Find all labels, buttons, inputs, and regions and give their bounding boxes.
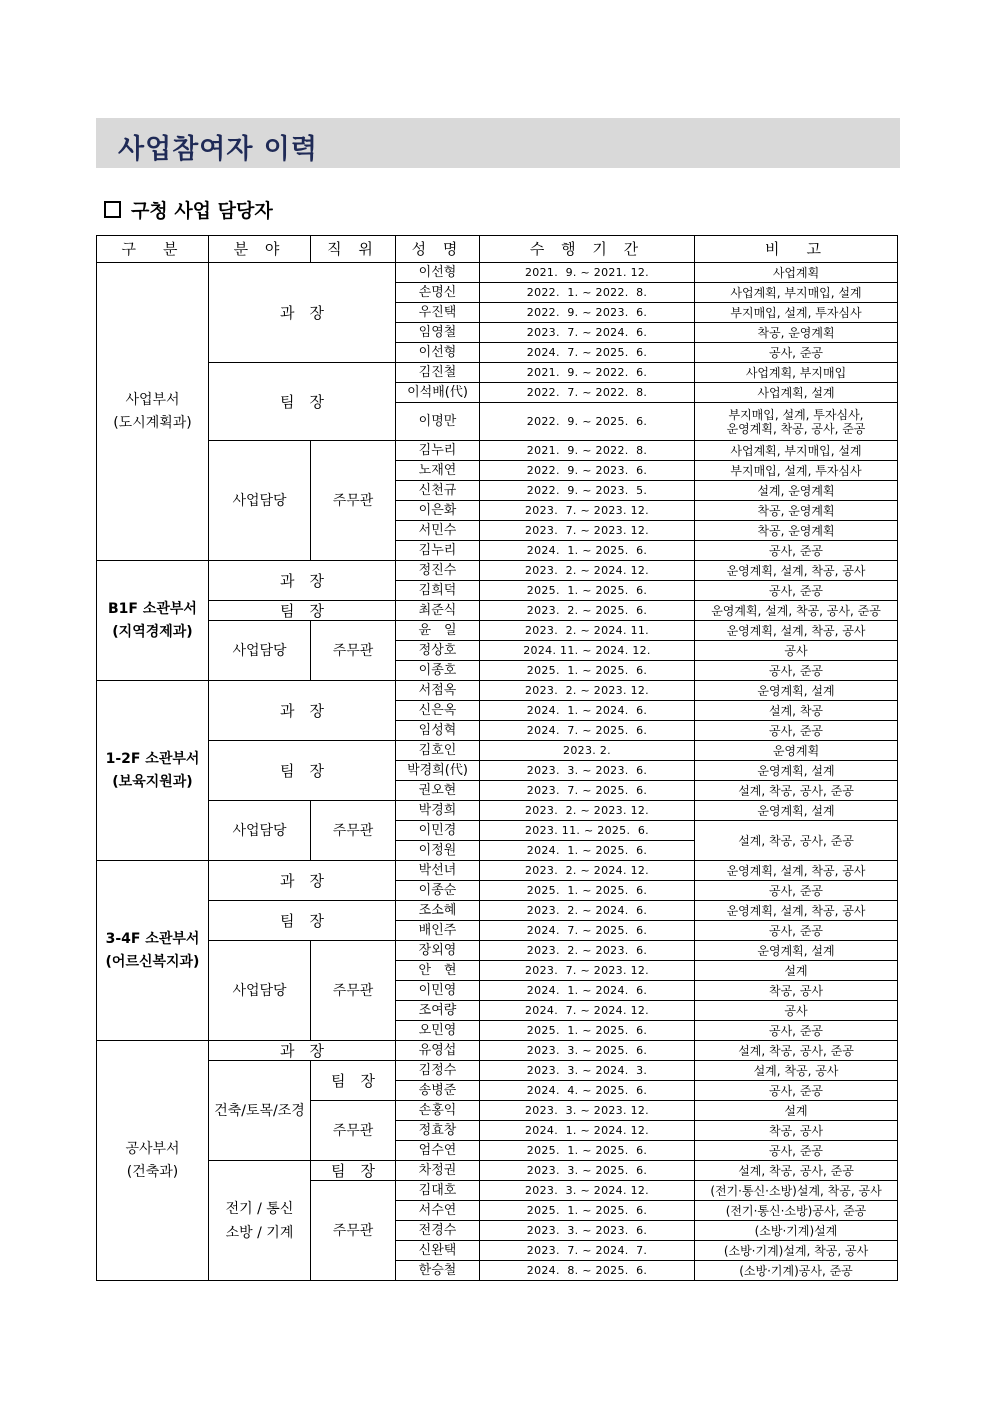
period-cell: 2023. 2. ~ 2023. 12. xyxy=(480,681,695,701)
name-cell: 김진철 xyxy=(396,363,480,383)
header-name: 성 명 xyxy=(396,236,480,263)
field-cell: 전기 / 통신 소방 / 기계 xyxy=(209,1161,311,1281)
position-cell: 과 장 xyxy=(209,1041,396,1061)
name-cell: 조소혜 xyxy=(396,901,480,921)
note-cell: 사업계획 xyxy=(695,263,898,283)
position-cell: 과 장 xyxy=(209,861,396,901)
table-header-row xyxy=(97,236,898,263)
period-cell: 2023. 3. ~ 2023. 6. xyxy=(480,761,695,781)
name-cell: 신완택 xyxy=(396,1241,480,1261)
name-cell: 김희덕 xyxy=(396,581,480,601)
name-cell: 이명만 xyxy=(396,403,480,441)
note-cell: 공사, 준공 xyxy=(695,343,898,363)
name-cell: 신천규 xyxy=(396,481,480,501)
name-cell: 박경희(代) xyxy=(396,761,480,781)
name-cell: 조여량 xyxy=(396,1001,480,1021)
position-cell: 과 장 xyxy=(209,681,396,741)
table-row xyxy=(97,1041,898,1061)
note-cell: (소방·기계)설계 xyxy=(695,1221,898,1241)
section-title: 구청 사업 담당자 xyxy=(131,200,273,222)
header-field: 분 야 xyxy=(209,236,311,263)
note-cell: 운영계획, 설계, 착공, 공사 xyxy=(695,861,898,881)
section-heading xyxy=(104,196,273,223)
field-cell: 사업담당 xyxy=(209,801,311,861)
header-note: 비 고 xyxy=(695,236,898,263)
name-cell: 서점옥 xyxy=(396,681,480,701)
header-period: 수 행 기 간 xyxy=(480,236,695,263)
page-title: 사업참여자 이력 xyxy=(118,134,318,165)
note-cell: 공사, 준공 xyxy=(695,1141,898,1161)
name-cell: 정효창 xyxy=(396,1121,480,1141)
note-cell: 운영계획 xyxy=(695,741,898,761)
period-cell: 2022. 9. ~ 2025. 6. xyxy=(480,403,695,441)
note-cell: 부지매입, 설계, 투자심사, 운영계획, 착공, 공사, 준공 xyxy=(695,403,898,441)
position-cell: 주무관 xyxy=(311,621,396,681)
period-cell: 2021. 9. ~ 2022. 8. xyxy=(480,441,695,461)
name-cell: 손홍익 xyxy=(396,1101,480,1121)
name-cell: 박경희 xyxy=(396,801,480,821)
period-cell: 2024. 7. ~ 2025. 6. xyxy=(480,921,695,941)
note-cell: 공사, 준공 xyxy=(695,921,898,941)
name-cell: 장외영 xyxy=(396,941,480,961)
note-cell: 공사, 준공 xyxy=(695,1081,898,1101)
note-cell: 착공, 운영계획 xyxy=(695,521,898,541)
period-cell: 2023. 2. ~ 2023. 12. xyxy=(480,801,695,821)
name-cell: 배인주 xyxy=(396,921,480,941)
position-cell: 팀 장 xyxy=(311,1161,396,1181)
period-cell: 2025. 1. ~ 2025. 6. xyxy=(480,881,695,901)
field-cell: 사업담당 xyxy=(209,621,311,681)
note-cell: 부지매입, 설계, 투자심사 xyxy=(695,303,898,323)
name-cell: 손명신 xyxy=(396,283,480,303)
header-category: 구 분 xyxy=(97,236,209,263)
note-cell: 설계 xyxy=(695,1101,898,1121)
table-row xyxy=(97,741,898,761)
participants-table xyxy=(96,235,898,1281)
period-cell: 2023. 3. ~ 2023. 12. xyxy=(480,1101,695,1121)
period-cell: 2022. 9. ~ 2023. 6. xyxy=(480,461,695,481)
period-cell: 2023. 2. ~ 2024. 12. xyxy=(480,861,695,881)
note-cell: 착공, 공사 xyxy=(695,1121,898,1141)
dept-cell: 공사부서 (건축과) xyxy=(97,1041,209,1281)
note-cell: 사업계획, 부지매입, 설계 xyxy=(695,441,898,461)
table-row xyxy=(97,363,898,383)
note-cell: 운영계획, 설계 xyxy=(695,761,898,781)
name-cell: 이민영 xyxy=(396,981,480,1001)
name-cell: 송병준 xyxy=(396,1081,480,1101)
note-cell: 공사, 준공 xyxy=(695,881,898,901)
name-cell: 이종호 xyxy=(396,661,480,681)
period-cell: 2021. 9. ~ 2021. 12. xyxy=(480,263,695,283)
note-cell: 착공, 공사 xyxy=(695,981,898,1001)
header-position: 직 위 xyxy=(311,236,396,263)
period-cell: 2023. 7. ~ 2024. 7. xyxy=(480,1241,695,1261)
dept-cell: 3-4F 소관부서 (어르신복지과) xyxy=(97,861,209,1041)
period-cell: 2023. 11. ~ 2025. 6. xyxy=(480,821,695,841)
note-cell: 공사, 준공 xyxy=(695,721,898,741)
period-cell: 2024. 7. ~ 2025. 6. xyxy=(480,343,695,363)
note-cell: 사업계획, 부지매입 xyxy=(695,363,898,383)
note-cell: 사업계획, 설계 xyxy=(695,383,898,403)
note-cell: 설계, 착공, 공사, 준공 xyxy=(695,781,898,801)
period-cell: 2023. 7. ~ 2023. 12. xyxy=(480,501,695,521)
note-cell: 공사, 준공 xyxy=(695,661,898,681)
period-cell: 2024. 11. ~ 2024. 12. xyxy=(480,641,695,661)
note-cell: 설계, 착공, 공사, 준공 xyxy=(695,1161,898,1181)
position-cell: 과 장 xyxy=(209,263,396,363)
position-cell: 과 장 xyxy=(209,561,396,601)
period-cell: 2023. 3. ~ 2025. 6. xyxy=(480,1041,695,1061)
dept-cell: B1F 소관부서 (지역경제과) xyxy=(97,561,209,681)
table-row xyxy=(97,601,898,621)
period-cell: 2024. 1. ~ 2024. 6. xyxy=(480,981,695,1001)
name-cell: 임성혁 xyxy=(396,721,480,741)
period-cell: 2023. 3. ~ 2025. 6. xyxy=(480,1161,695,1181)
note-cell: (전기·통신·소방)설계, 착공, 공사 xyxy=(695,1181,898,1201)
name-cell: 김대호 xyxy=(396,1181,480,1201)
period-cell: 2023. 3. ~ 2024. 12. xyxy=(480,1181,695,1201)
note-cell: 운영계획, 설계 xyxy=(695,801,898,821)
period-cell: 2025. 1. ~ 2025. 6. xyxy=(480,661,695,681)
period-cell: 2023. 3. ~ 2023. 6. xyxy=(480,1221,695,1241)
note-cell: (소방·기계)공사, 준공 xyxy=(695,1261,898,1281)
table-row xyxy=(97,1061,898,1081)
note-cell: 운영계획, 설계 xyxy=(695,941,898,961)
name-cell: 임영철 xyxy=(396,323,480,343)
name-cell: 이선형 xyxy=(396,263,480,283)
period-cell: 2024. 1. ~ 2025. 6. xyxy=(480,841,695,861)
note-cell: 공사, 준공 xyxy=(695,581,898,601)
name-cell: 이선형 xyxy=(396,343,480,363)
table-row xyxy=(97,263,898,283)
table-row xyxy=(97,441,898,461)
position-cell: 팀 장 xyxy=(311,1061,396,1101)
name-cell: 김누리 xyxy=(396,541,480,561)
period-cell: 2023. 2. xyxy=(480,741,695,761)
name-cell: 정상호 xyxy=(396,641,480,661)
name-cell: 최준식 xyxy=(396,601,480,621)
name-cell: 우진택 xyxy=(396,303,480,323)
table-row xyxy=(97,801,898,821)
period-cell: 2023. 7. ~ 2025. 6. xyxy=(480,781,695,801)
position-cell: 주무관 xyxy=(311,441,396,561)
note-cell: 설계, 착공, 공사, 준공 xyxy=(695,1041,898,1061)
table-row xyxy=(97,681,898,701)
table-row xyxy=(97,861,898,881)
field-cell: 건축/토목/조경 xyxy=(209,1061,311,1161)
name-cell: 서민수 xyxy=(396,521,480,541)
period-cell: 2025. 1. ~ 2025. 6. xyxy=(480,1201,695,1221)
period-cell: 2023. 3. ~ 2024. 3. xyxy=(480,1061,695,1081)
note-cell: 부지매입, 설계, 투자심사 xyxy=(695,461,898,481)
table-row xyxy=(97,901,898,921)
title-bar xyxy=(96,118,900,168)
name-cell: 이민경 xyxy=(396,821,480,841)
dept-cell: 1-2F 소관부서 (보육지원과) xyxy=(97,681,209,861)
period-cell: 2024. 7. ~ 2024. 12. xyxy=(480,1001,695,1021)
name-cell: 엄수연 xyxy=(396,1141,480,1161)
name-cell: 이정원 xyxy=(396,841,480,861)
period-cell: 2024. 8. ~ 2025. 6. xyxy=(480,1261,695,1281)
note-cell: 공사, 준공 xyxy=(695,541,898,561)
period-cell: 2022. 1. ~ 2022. 8. xyxy=(480,283,695,303)
note-cell: 운영계획, 설계, 착공, 공사, 준공 xyxy=(695,601,898,621)
field-cell: 사업담당 xyxy=(209,941,311,1041)
note-cell: (전기·통신·소방)공사, 준공 xyxy=(695,1201,898,1221)
note-cell: 설계, 착공, 공사 xyxy=(695,1061,898,1081)
period-cell: 2024. 7. ~ 2025. 6. xyxy=(480,721,695,741)
period-cell: 2025. 1. ~ 2025. 6. xyxy=(480,581,695,601)
period-cell: 2023. 2. ~ 2024. 12. xyxy=(480,561,695,581)
checkbox-square-icon xyxy=(104,201,121,218)
period-cell: 2022. 9. ~ 2023. 6. xyxy=(480,303,695,323)
period-cell: 2022. 7. ~ 2022. 8. xyxy=(480,383,695,403)
position-cell: 팀 장 xyxy=(209,363,396,441)
name-cell: 이은화 xyxy=(396,501,480,521)
position-cell: 주무관 xyxy=(311,1181,396,1281)
note-cell: 운영계획, 설계, 착공, 공사 xyxy=(695,621,898,641)
period-cell: 2022. 9. ~ 2023. 5. xyxy=(480,481,695,501)
name-cell: 권오현 xyxy=(396,781,480,801)
name-cell: 한승철 xyxy=(396,1261,480,1281)
period-cell: 2024. 1. ~ 2025. 6. xyxy=(480,541,695,561)
note-cell: 공사 xyxy=(695,1001,898,1021)
table-row xyxy=(97,621,898,641)
position-cell: 주무관 xyxy=(311,801,396,861)
position-cell: 주무관 xyxy=(311,941,396,1041)
name-cell: 오민영 xyxy=(396,1021,480,1041)
name-cell: 김호인 xyxy=(396,741,480,761)
period-cell: 2024. 4. ~ 2025. 6. xyxy=(480,1081,695,1101)
note-cell: 사업계획, 부지매입, 설계 xyxy=(695,283,898,303)
position-cell: 팀 장 xyxy=(209,601,396,621)
name-cell: 서수연 xyxy=(396,1201,480,1221)
position-cell: 팀 장 xyxy=(209,741,396,801)
name-cell: 정진수 xyxy=(396,561,480,581)
period-cell: 2023. 7. ~ 2023. 12. xyxy=(480,961,695,981)
name-cell: 차정권 xyxy=(396,1161,480,1181)
note-cell: 운영계획, 설계 xyxy=(695,681,898,701)
position-cell: 팀 장 xyxy=(209,901,396,941)
position-cell: 주무관 xyxy=(311,1101,396,1161)
note-cell: 설계 xyxy=(695,961,898,981)
name-cell: 신은옥 xyxy=(396,701,480,721)
period-cell: 2023. 2. ~ 2025. 6. xyxy=(480,601,695,621)
period-cell: 2024. 1. ~ 2024. 6. xyxy=(480,701,695,721)
period-cell: 2023. 2. ~ 2024. 11. xyxy=(480,621,695,641)
period-cell: 2023. 7. ~ 2023. 12. xyxy=(480,521,695,541)
note-cell: 착공, 운영계획 xyxy=(695,501,898,521)
name-cell: 박선녀 xyxy=(396,861,480,881)
name-cell: 전경수 xyxy=(396,1221,480,1241)
period-cell: 2023. 2. ~ 2023. 6. xyxy=(480,941,695,961)
field-cell: 사업담당 xyxy=(209,441,311,561)
note-cell: 설계, 운영계획 xyxy=(695,481,898,501)
name-cell: 유영섭 xyxy=(396,1041,480,1061)
period-cell: 2025. 1. ~ 2025. 6. xyxy=(480,1021,695,1041)
name-cell: 김누리 xyxy=(396,441,480,461)
table-row xyxy=(97,941,898,961)
note-cell: (소방·기계)설계, 착공, 공사 xyxy=(695,1241,898,1261)
table-row xyxy=(97,1161,898,1181)
name-cell: 노재연 xyxy=(396,461,480,481)
name-cell: 이종순 xyxy=(396,881,480,901)
name-cell: 윤 일 xyxy=(396,621,480,641)
note-cell: 공사, 준공 xyxy=(695,1021,898,1041)
period-cell: 2024. 1. ~ 2024. 12. xyxy=(480,1121,695,1141)
period-cell: 2025. 1. ~ 2025. 6. xyxy=(480,1141,695,1161)
note-cell: 운영계획, 설계, 착공, 공사 xyxy=(695,901,898,921)
period-cell: 2021. 9. ~ 2022. 6. xyxy=(480,363,695,383)
period-cell: 2023. 2. ~ 2024. 6. xyxy=(480,901,695,921)
note-cell: 운영계획, 설계, 착공, 공사 xyxy=(695,561,898,581)
period-cell: 2023. 7. ~ 2024. 6. xyxy=(480,323,695,343)
note-cell: 공사 xyxy=(695,641,898,661)
note-cell: 착공, 운영계획 xyxy=(695,323,898,343)
table-row xyxy=(97,561,898,581)
name-cell: 안 현 xyxy=(396,961,480,981)
note-cell: 설계, 착공, 공사, 준공 xyxy=(695,821,898,861)
dept-cell: 사업부서 (도시계획과) xyxy=(97,263,209,561)
name-cell: 이석배(代) xyxy=(396,383,480,403)
note-cell: 설계, 착공 xyxy=(695,701,898,721)
name-cell: 김정수 xyxy=(396,1061,480,1081)
